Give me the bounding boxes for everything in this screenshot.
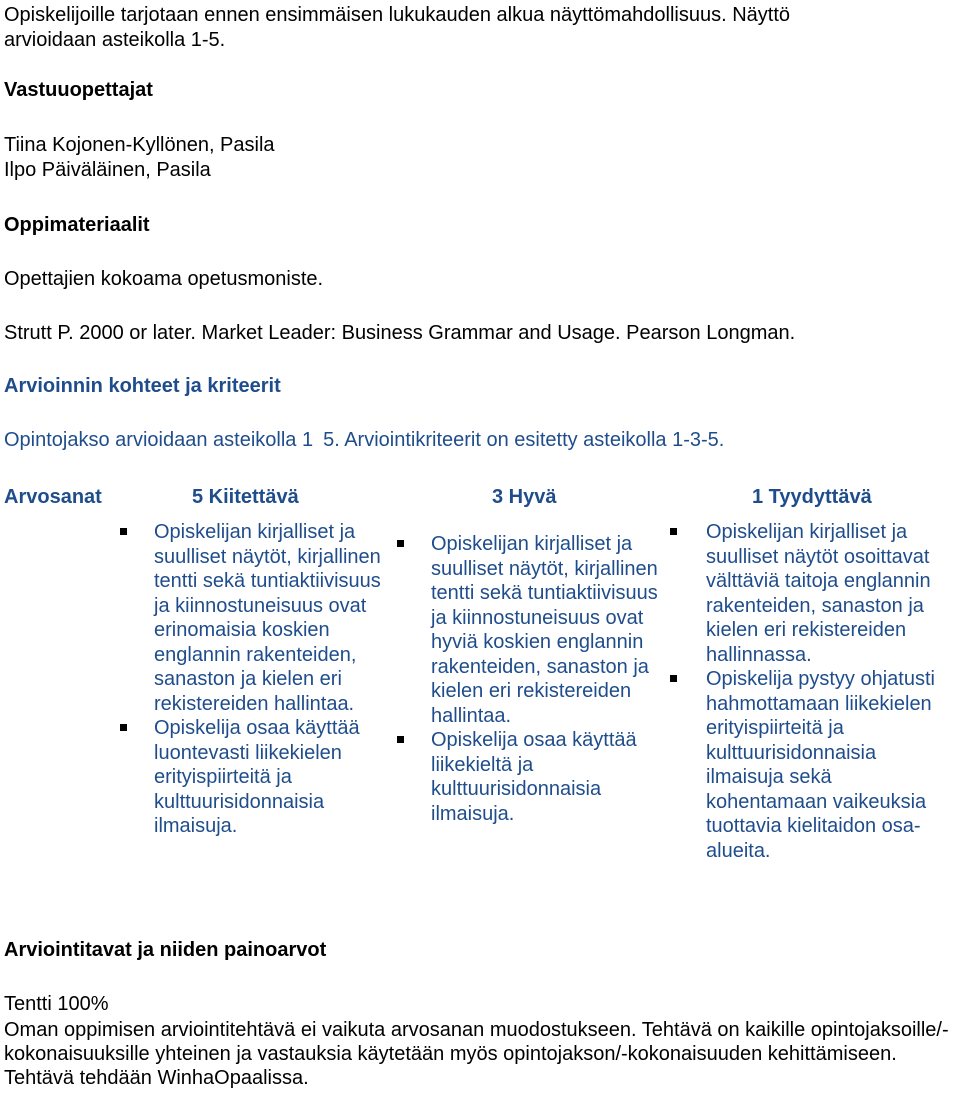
teacher-name: Tiina Kojonen-Kyllönen, Pasila bbox=[4, 134, 275, 156]
material-item: Strutt P. 2000 or later. Market Leader: Business Grammar and Usage. Pearson Longman. bbox=[4, 322, 796, 344]
teacher-name: Ilpo Päiväläinen, Pasila bbox=[4, 159, 211, 181]
bullet-icon bbox=[670, 528, 677, 535]
assessment-heading: Arviointitavat ja niiden painoarvot bbox=[4, 939, 327, 961]
bullet-icon bbox=[397, 736, 404, 743]
criterion-text: Opiskelija pystyy ohjatusti hahmottamaan liikekielen erityispiirteitä ja kulttuurisidonnaisia ilmaisuja sekä kohentamaan vaikeuksia tuottavia kielitaidon osa-alueita. bbox=[706, 668, 935, 862]
grade-1-criterion bbox=[706, 520, 956, 667]
criteria-heading: Arvioinnin kohteet ja kriteerit bbox=[4, 375, 281, 397]
bullet-icon bbox=[397, 540, 404, 547]
criterion-text: Opiskelijan kirjalliset ja suulliset näytöt, kirjallinen tentti sekä tuntiaktiivisuus ja kiinnostuneisuus ovat hyviä koskien englannin rakenteiden, sanaston ja kielen eri rekistereiden hallintaa. bbox=[431, 533, 658, 727]
grade-1-title: 1 Tyydyttävä bbox=[752, 486, 872, 508]
assessment-exam: Tentti 100% bbox=[4, 993, 109, 1015]
material-item: Opettajien kokoama opetusmoniste. bbox=[4, 268, 324, 290]
bullet-icon bbox=[120, 724, 127, 731]
grades-label: Arvosanat bbox=[4, 486, 102, 508]
intro-line-1: Opiskelijoille tarjotaan ennen ensimmäisen lukukauden alkua näyttömahdollisuus. Näyttö bbox=[4, 4, 791, 26]
criteria-text: Opintojakso arvioidaan asteikolla 1 5. Arviointikriteerit on esitetty asteikolla 1-3-5. bbox=[4, 429, 725, 451]
criterion-text: Opiskelijan kirjalliset ja suulliset näytöt, kirjallinen tentti sekä tuntiaktiivisuus ja kiinnostuneisuus ovat erinomaisia koskien englannin rakenteiden, sanaston ja kielen eri rekistereiden hallintaa. bbox=[154, 521, 381, 715]
grade-5-criterion bbox=[154, 716, 384, 839]
criterion-text: Opiskelija osaa käyttää luontevasti liikekielen erityispiirteitä ja kulttuurisidonnaisia ilmaisuja. bbox=[154, 717, 360, 837]
teachers-heading: Vastuuopettajat bbox=[4, 79, 153, 101]
grade-5-criterion bbox=[154, 520, 384, 716]
materials-heading: Oppimateriaalit bbox=[4, 214, 150, 236]
grade-3-criterion bbox=[431, 532, 663, 728]
criterion-text: Opiskelijan kirjalliset ja suulliset näytöt osoittavat välttäviä taitoja englannin rakenteiden, sanaston ja kielen eri rekistereiden hallinnassa. bbox=[706, 521, 931, 666]
criterion-text: Opiskelija osaa käyttää liikekieltä ja kulttuurisidonnaisia ilmaisuja. bbox=[431, 729, 637, 825]
assessment-note: Oman oppimisen arviointitehtävä ei vaikuta arvosanan muodostukseen. Tehtävä on kaikille opintojaksoille/-kokonaisuuksille yhteinen ja vastauksia käytetään myös opintojakson/-kokonaisuuden kehittämiseen. Tehtävä tehdään WinhaOpaalissa. bbox=[4, 1019, 949, 1089]
bullet-icon bbox=[120, 528, 127, 535]
grade-1-column bbox=[706, 520, 956, 863]
grade-3-criterion bbox=[431, 728, 663, 826]
grade-5-title: 5 Kiitettävä bbox=[192, 486, 299, 508]
grade-5-column bbox=[154, 520, 384, 839]
grade-1-criterion bbox=[706, 667, 956, 863]
grade-3-title: 3 Hyvä bbox=[492, 486, 557, 508]
grade-3-column bbox=[431, 532, 663, 826]
bullet-icon bbox=[670, 675, 677, 682]
intro-line-2: arvioidaan asteikolla 1-5. bbox=[4, 29, 226, 51]
